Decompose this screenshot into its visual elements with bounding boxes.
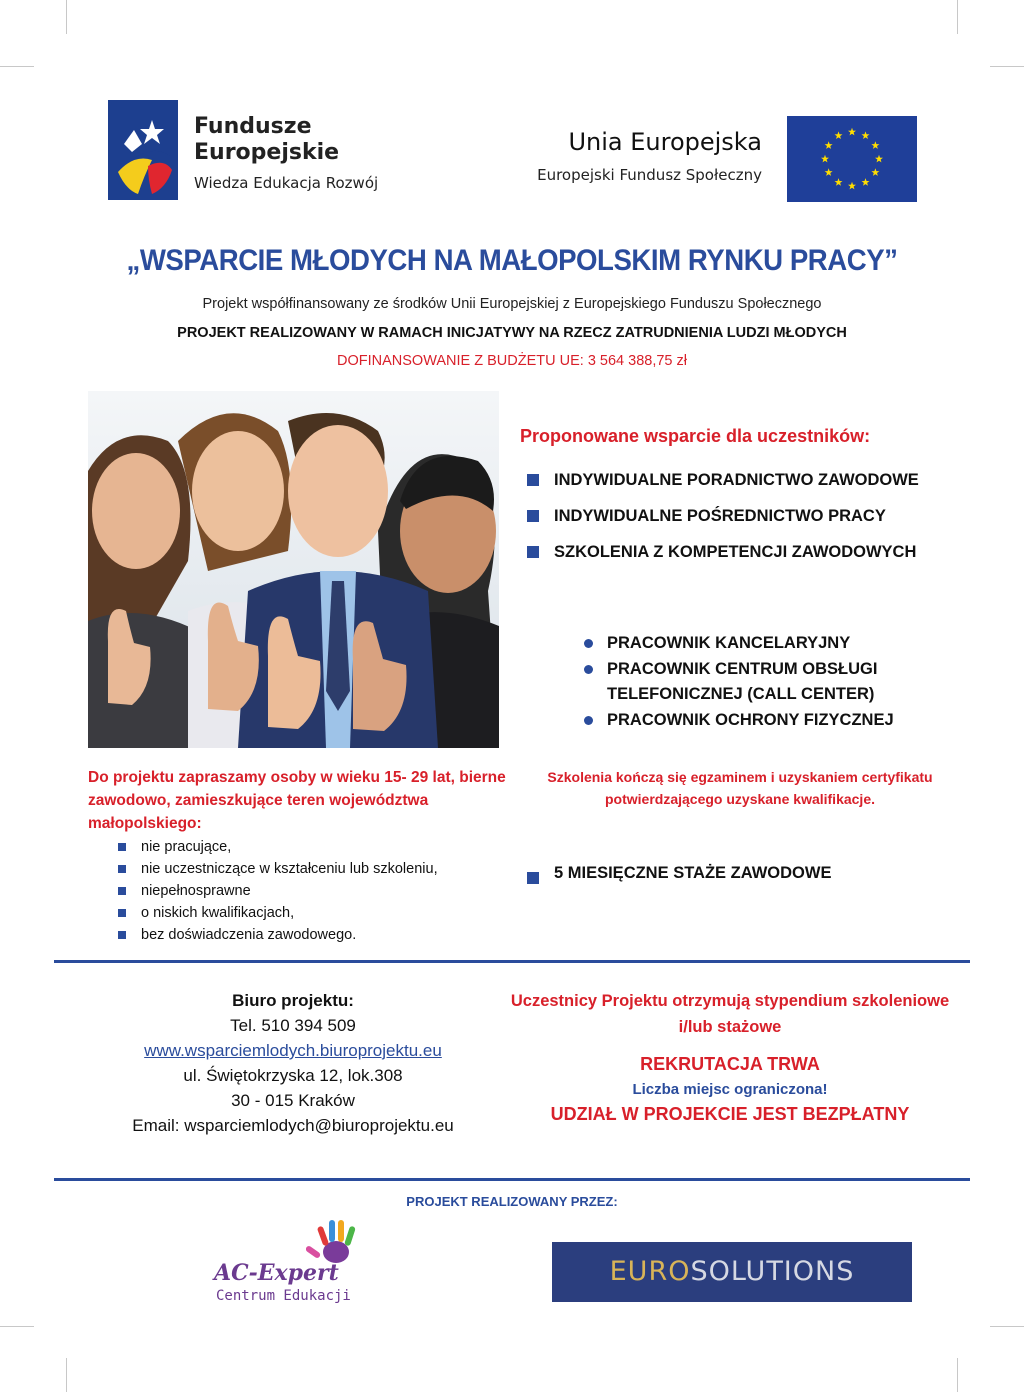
target-item: o niskich kwalifikacjach,: [118, 902, 438, 924]
fe-text: [194, 114, 378, 192]
fe-name-line1: Fundusze: [194, 114, 312, 139]
ue-name: Unia Europejska: [568, 128, 762, 156]
ac-expert-sub: Centrum Edukacji: [216, 1288, 351, 1304]
fe-subtitle: Wiedza Edukacja Rozwój: [194, 174, 379, 192]
fe-flag-icon: [108, 100, 178, 200]
euro-part: EURO: [609, 1256, 691, 1287]
crop-mark: [990, 66, 1024, 67]
divider: [54, 1178, 970, 1181]
crop-mark: [0, 66, 34, 67]
target-item: niepełnosprawne: [118, 880, 438, 902]
internship-item: 5 MIESIĘCZNE STAŻE ZAWODOWE: [527, 864, 831, 883]
eurosolutions-logo: [552, 1242, 912, 1302]
office-city: 30 - 015 Kraków: [231, 1091, 355, 1110]
crop-mark: [957, 1358, 958, 1392]
benefits: [510, 988, 950, 1125]
free-note: UDZIAŁ W PROJEKCIE JEST BEZPŁATNY: [550, 1104, 910, 1124]
ac-expert-name: AC-Expert: [214, 1260, 339, 1286]
realized-by-label: PROJEKT REALIZOWANY PRZEZ:: [406, 1194, 618, 1209]
office-email: Email: wsparciemlodych@biuroprojektu.eu: [132, 1116, 454, 1135]
ac-expert-logo: [210, 1216, 390, 1312]
funding-note: DOFINANSOWANIE Z BUDŻETU UE: 3 564 388,75 zł: [337, 353, 687, 369]
target-item: nie uczestniczące w kształceniu lub szkoleniu,: [118, 858, 438, 880]
training-item: PRACOWNIK OCHRONY FIZYCZNEJ: [584, 708, 964, 733]
target-intro: Do projektu zapraszamy osoby w wieku 15- 29 lat, bierne zawodowo, zamieszkujące teren województwa małopolskiego:: [88, 769, 506, 832]
training-list: [584, 631, 964, 734]
ue-subtitle: Europejski Fundusz Społeczny: [537, 166, 762, 184]
limited-note: Liczba miejsc ograniczona!: [632, 1081, 828, 1098]
support-item: SZKOLENIA Z KOMPETENCJI ZAWODOWYCH: [527, 539, 967, 565]
project-office: [88, 988, 498, 1138]
people-thumbs-up-photo: [88, 391, 499, 748]
initiative-note: PROJEKT REALIZOWANY W RAMACH INICJATYWY NA RZECZ ZATRUDNIENIA LUDZI MŁODYCH: [177, 325, 847, 341]
office-street: ul. Świętokrzyska 12, lok.308: [183, 1066, 403, 1085]
crop-mark: [66, 0, 67, 34]
hand-print-icon: [306, 1216, 366, 1266]
eu-flag-icon: [787, 116, 917, 202]
crop-mark: [66, 1358, 67, 1392]
recruitment-note: REKRUTACJA TRWA: [640, 1054, 820, 1074]
crop-mark: [957, 0, 958, 34]
crop-mark: [990, 1326, 1024, 1327]
office-website-link[interactable]: www.wsparciemlodych.biuroprojektu.eu: [144, 1041, 442, 1060]
stipend-note: Uczestnicy Projektu otrzymują stypendium szkoleniowe i/lub stażowe: [510, 992, 950, 1036]
solutions-part: SOLUTIONS: [690, 1256, 855, 1287]
target-item: bez doświadczenia zawodowego.: [118, 924, 438, 946]
ue-text: [537, 128, 762, 184]
crop-mark: [0, 1326, 34, 1327]
training-item: PRACOWNIK KANCELARYJNY: [584, 631, 964, 656]
office-head: Biuro projektu:: [232, 991, 354, 1010]
support-title: Proponowane wsparcie dla uczestników:: [520, 426, 871, 446]
cofinanced-note: Projekt współfinansowany ze środków Unii Europejskiej z Europejskiego Funduszu Społecznego: [202, 296, 822, 312]
support-item: INDYWIDUALNE PORADNICTWO ZAWODOWE: [527, 467, 967, 493]
target-item: nie pracujące,: [118, 836, 438, 858]
certificate-note: Szkolenia kończą się egzaminem i uzyskaniem certyfikatu potwierdzającego uzyskane kwalifikacje.: [547, 769, 933, 807]
training-item: PRACOWNIK CENTRUM OBSŁUGI TELEFONICZNEJ (CALL CENTER): [584, 657, 964, 707]
fundusze-europejskie-logo: [108, 100, 428, 210]
fe-name-line2: Europejskie: [194, 140, 340, 165]
page-title: „WSPARCIE MŁODYCH NA MAŁOPOLSKIM RYNKU PRACY”: [126, 244, 898, 277]
support-list: [527, 467, 967, 575]
divider: [54, 960, 970, 963]
support-item: INDYWIDUALNE POŚREDNICTWO PRACY: [527, 503, 967, 529]
photo-illustration: [88, 391, 499, 748]
office-phone: Tel. 510 394 509: [230, 1016, 356, 1035]
target-list: [118, 836, 438, 946]
